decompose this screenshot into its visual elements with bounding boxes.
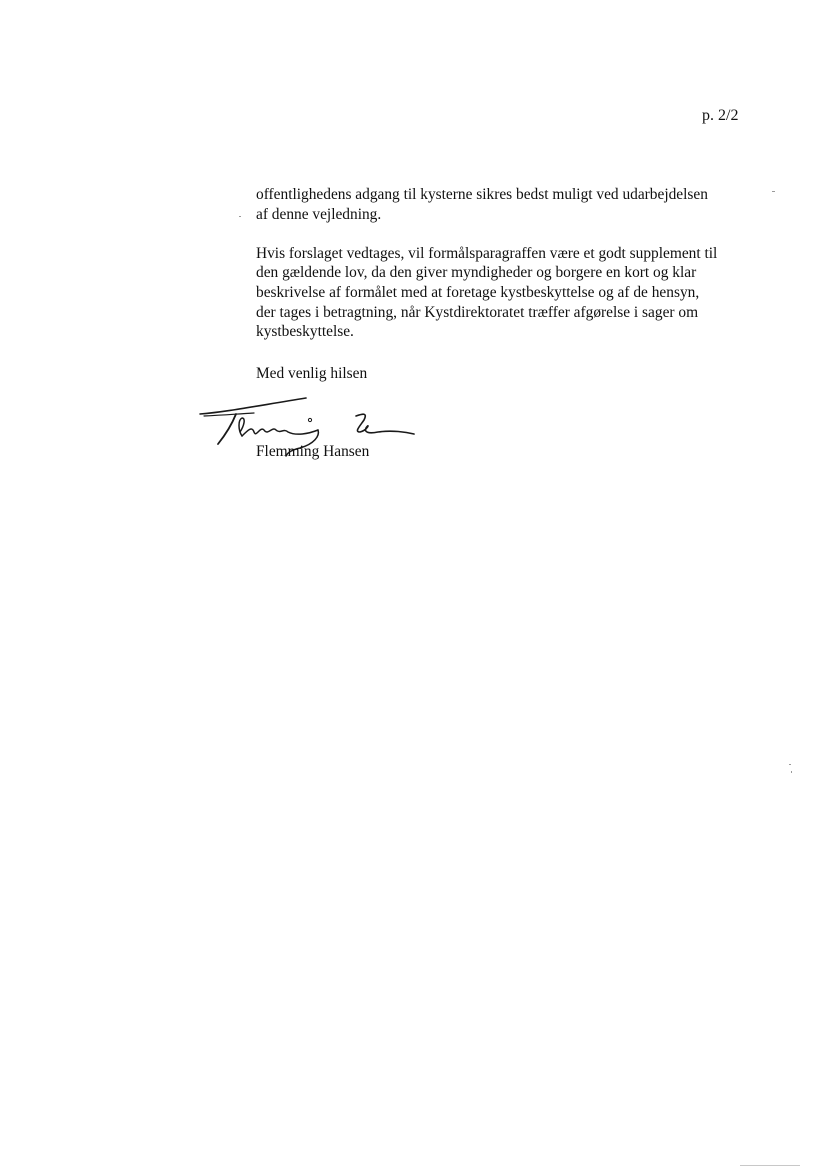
paragraph-1 [256, 185, 756, 224]
text-line: Hvis forslaget vedtages, vil formålsparagraffen være et godt supplement til [256, 244, 718, 262]
text-line: af denne vejledning. [256, 205, 382, 223]
paragraph-2 [256, 244, 756, 342]
letter-body [256, 185, 756, 361]
text-line: kystbeskyttelse. [256, 323, 354, 341]
text-line: der tages i betragtning, når Kystdirektoratet træffer afgørelse i sager om [256, 303, 699, 321]
text-line: offentlighedens adgang til kysterne sikres bedst muligt ved udarbejdelsen [256, 186, 708, 203]
scan-speck [740, 1165, 800, 1166]
signer-name: Flemming Hansen [256, 443, 370, 460]
page-number: p. 2/2 [702, 107, 739, 124]
scan-speck [789, 764, 791, 765]
text-line: den gældende lov, da den giver myndigheder og borgere en kort og klar [256, 264, 697, 282]
scan-speck [772, 191, 775, 192]
scan-speck [791, 771, 792, 773]
text-line: beskrivelse af formålet med at foretage kystbeskyttelse og af de hensyn, [256, 283, 700, 301]
scan-speck [239, 216, 241, 217]
closing-salutation: Med venlig hilsen [256, 365, 368, 382]
